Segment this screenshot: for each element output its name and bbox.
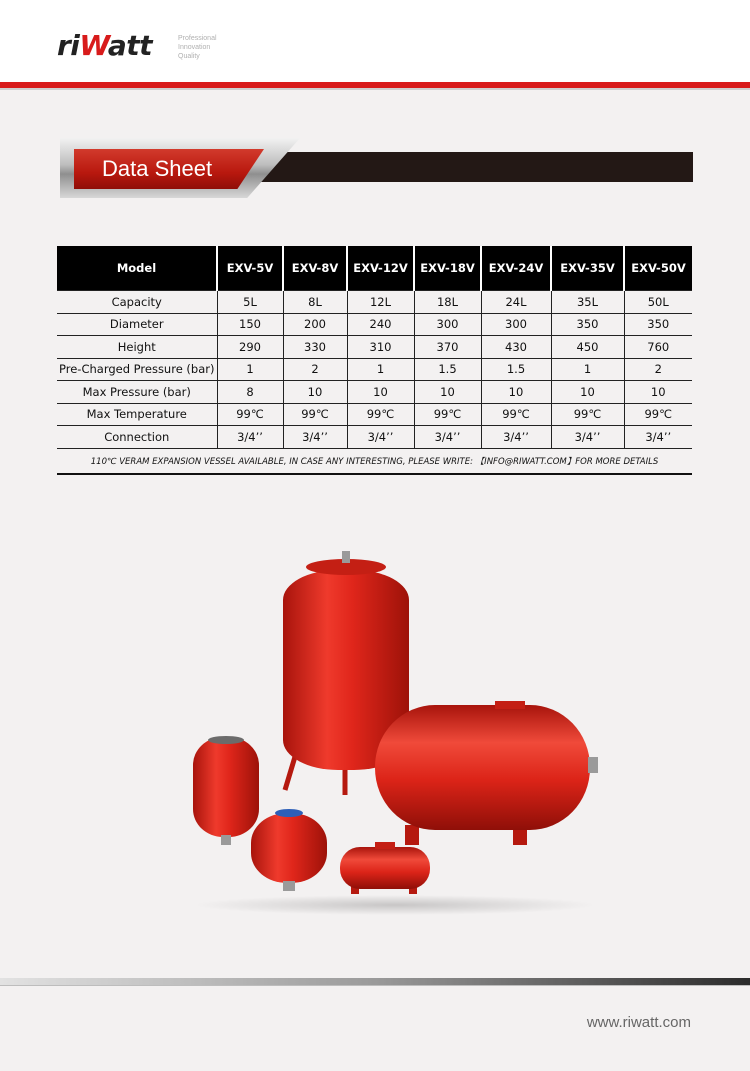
row-label: Pre-Charged Pressure (bar) — [57, 358, 217, 381]
table-note-row — [57, 448, 692, 474]
table-cell: 150 — [217, 313, 283, 336]
tagline-line: Quality — [178, 53, 200, 60]
table-cell: 10 — [624, 381, 692, 404]
table-cell: 3/4’’ — [551, 426, 624, 449]
header-cell: EXV-18V — [414, 246, 481, 291]
table-row — [57, 403, 692, 426]
table-cell: 10 — [481, 381, 551, 404]
floor-shadow — [195, 895, 595, 915]
table-cell: 3/4’’ — [217, 426, 283, 449]
table-cell: 24L — [481, 291, 551, 314]
table-cell: 18L — [414, 291, 481, 314]
table-cell: 10 — [283, 381, 347, 404]
footer-gradient-bar — [0, 978, 750, 985]
table-cell: 99℃ — [217, 403, 283, 426]
table-row — [57, 426, 692, 449]
table-cell: 8 — [217, 381, 283, 404]
footer-rule — [0, 985, 750, 986]
row-label: Capacity — [57, 291, 217, 314]
table-cell: 430 — [481, 336, 551, 359]
table-row — [57, 381, 692, 404]
compact-vertical-vessel — [251, 809, 327, 891]
table-cell: 3/4’’ — [283, 426, 347, 449]
banner-dark-bar — [250, 152, 693, 182]
header-cell: EXV-24V — [481, 246, 551, 291]
website-url[interactable]: www.riwatt.com — [586, 1014, 691, 1031]
table-cell: 1 — [551, 358, 624, 381]
header-cell: EXV-50V — [624, 246, 692, 291]
table-cell: 12L — [347, 291, 414, 314]
table-row — [57, 358, 692, 381]
expansion-vessels-product-image — [185, 545, 605, 915]
header-gray-rule — [0, 88, 750, 90]
tagline-line: Innovation — [178, 44, 211, 51]
table-row — [57, 313, 692, 336]
table-cell: 300 — [481, 313, 551, 336]
table-cell: 3/4’’ — [414, 426, 481, 449]
spec-table — [57, 246, 692, 475]
table-cell: 1.5 — [414, 358, 481, 381]
table-cell: 99℃ — [624, 403, 692, 426]
small-vertical-vessel — [193, 736, 259, 845]
table-cell: 760 — [624, 336, 692, 359]
header-cell-model: Model — [57, 246, 217, 291]
table-note: 110℃ VERAM EXPANSION VESSEL AVAILABLE, IN CASE ANY INTERESTING, PLEASE WRITE: 【INFO@RIWATT.COM】FOR MORE DETAILS — [57, 448, 692, 474]
table-cell: 290 — [217, 336, 283, 359]
row-label: Max Temperature — [57, 403, 217, 426]
small-horizontal-vessel — [340, 842, 430, 894]
table-cell: 35L — [551, 291, 624, 314]
table-cell: 1 — [217, 358, 283, 381]
table-cell: 450 — [551, 336, 624, 359]
row-label: Connection — [57, 426, 217, 449]
table-cell: 10 — [551, 381, 624, 404]
header-cell: EXV-5V — [217, 246, 283, 291]
table-cell: 200 — [283, 313, 347, 336]
table-cell: 3/4’’ — [481, 426, 551, 449]
table-header-row — [57, 246, 692, 291]
page-header — [0, 0, 750, 82]
table-cell: 5L — [217, 291, 283, 314]
row-label: Height — [57, 336, 217, 359]
table-cell: 2 — [624, 358, 692, 381]
table-cell: 3/4’’ — [347, 426, 414, 449]
table-cell: 50L — [624, 291, 692, 314]
table-cell: 350 — [624, 313, 692, 336]
tagline-line: Professional — [178, 35, 217, 42]
table-cell: 300 — [414, 313, 481, 336]
table-cell: 99℃ — [347, 403, 414, 426]
large-horizontal-vessel — [375, 701, 598, 845]
table-row — [57, 336, 692, 359]
section-title: Data Sheet — [102, 156, 213, 181]
table-cell: 240 — [347, 313, 414, 336]
header-cell: EXV-8V — [283, 246, 347, 291]
table-cell: 99℃ — [481, 403, 551, 426]
table-cell: 99℃ — [283, 403, 347, 426]
table-row — [57, 291, 692, 314]
table-cell: 330 — [283, 336, 347, 359]
table-cell: 8L — [283, 291, 347, 314]
table-cell: 99℃ — [414, 403, 481, 426]
table-cell: 99℃ — [551, 403, 624, 426]
table-cell: 1.5 — [481, 358, 551, 381]
table-cell: 10 — [347, 381, 414, 404]
riwatt-logo: riWatt — [57, 29, 153, 62]
table-cell: 350 — [551, 313, 624, 336]
table-cell: 10 — [414, 381, 481, 404]
brand-tagline — [178, 34, 217, 61]
row-label: Max Pressure (bar) — [57, 381, 217, 404]
table-cell: 3/4’’ — [624, 426, 692, 449]
table-cell: 2 — [283, 358, 347, 381]
row-label: Diameter — [57, 313, 217, 336]
table-cell: 310 — [347, 336, 414, 359]
header-cell: EXV-12V — [347, 246, 414, 291]
table-cell: 1 — [347, 358, 414, 381]
header-cell: EXV-35V — [551, 246, 624, 291]
table-cell: 370 — [414, 336, 481, 359]
